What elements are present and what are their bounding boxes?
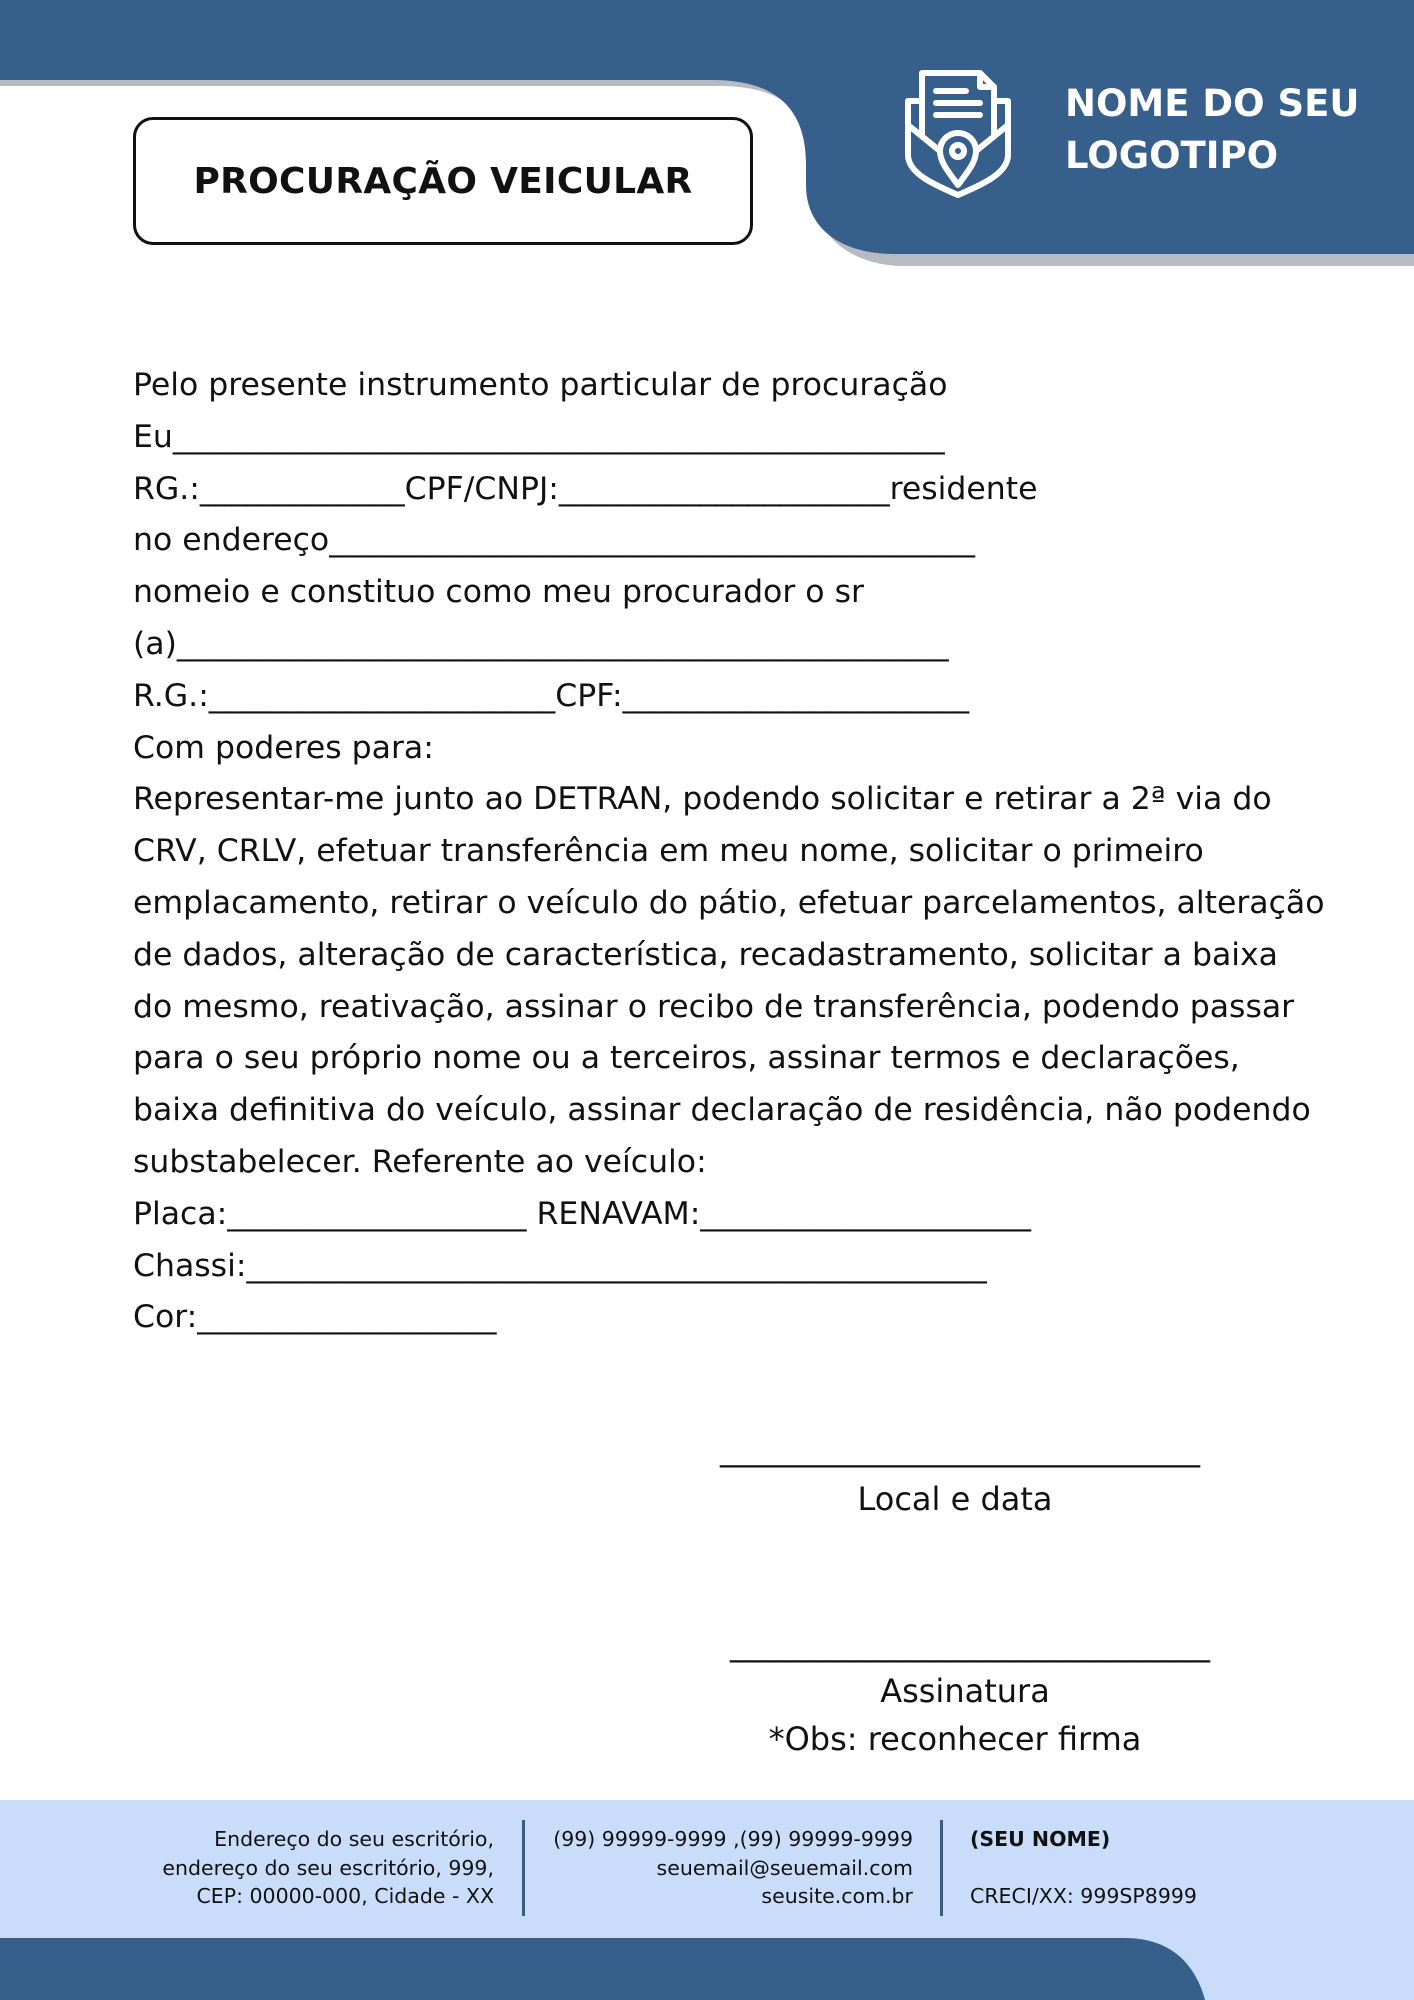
body-line: Cor:___________________ [133, 1299, 497, 1336]
agent-creci: CRECI/XX: 999SP8999 [970, 1884, 1197, 1908]
footer-band-overlay [0, 1938, 1414, 2000]
body-line: de dados, alteração de característica, recadastramento, solicitar a baixa [133, 936, 1278, 973]
logo-line-2: LOGOTIPO [1065, 134, 1279, 177]
body-line: emplacamento, retirar o veículo do pátio, efetuar parcelamentos, alteração [133, 884, 1325, 921]
body-line: nomeio e constituo como meu procurador o sr [133, 574, 864, 611]
body-line: do mesmo, reativação, assinar o recibo de transferência, podendo passar [133, 988, 1295, 1025]
phone-numbers: (99) 99999-9999 ,(99) 99999-9999 [553, 1827, 913, 1851]
document-title-box [133, 117, 753, 245]
address-line: Endereço do seu escritório, [214, 1827, 494, 1851]
address-line: endereço do seu escritório, 999, [162, 1855, 494, 1880]
body-line: baixa definitiva do veículo, assinar declaração de residência, não podendo [133, 1092, 1311, 1129]
document-body [133, 360, 1325, 1344]
body-line: Placa:___________________ RENAVAM:_____________________ [133, 1195, 1032, 1232]
body-line: para o seu próprio nome ou a terceiros, assinar termos e declarações, [133, 1040, 1240, 1077]
body-line: substabelecer. Referente ao veículo: [133, 1143, 707, 1180]
body-line: Representar-me junto ao DETRAN, podendo solicitar e retirar a 2ª via do [133, 781, 1272, 818]
footer-address [100, 1825, 494, 1911]
body-line: Com poderes para: [133, 729, 434, 766]
signature-line: ______________________________ [730, 1625, 1210, 1663]
document-title: PROCURAÇÃO VEICULAR [193, 160, 693, 202]
footer-agent [970, 1825, 1270, 1911]
obs-note: *Obs: reconhecer firma [768, 1720, 1142, 1758]
footer-divider [522, 1820, 525, 1916]
body-line: (a)_________________________________________________ [133, 625, 949, 662]
logo-name [1065, 78, 1359, 182]
body-line: CRV, CRLV, efetuar transferência em meu nome, solicitar o primeiro [133, 833, 1204, 870]
address-line: CEP: 00000-000, Cidade - XX [196, 1884, 494, 1908]
agent-name: (SEU NOME) [970, 1827, 1111, 1851]
body-line: Chassi:_______________________________________________ [133, 1247, 987, 1284]
signature-label: Assinatura [880, 1672, 1050, 1710]
body-line: Pelo presente instrumento particular de procuração [133, 367, 948, 403]
body-line: RG.:_____________CPF/CNPJ:_____________________residente [133, 470, 1038, 507]
body-line: no endereço_________________________________________ [133, 522, 975, 559]
document-location-icon [900, 65, 1016, 200]
email-link[interactable]: seuemail@seuemail.com [656, 1855, 913, 1880]
footer-contact [540, 1825, 913, 1911]
website-link[interactable]: seusite.com.br [761, 1884, 913, 1908]
body-line: Eu_________________________________________________ [133, 418, 945, 455]
local-data-label: Local e data [857, 1480, 1053, 1518]
local-data-signature-line: ______________________________ [720, 1430, 1200, 1468]
footer-divider [940, 1820, 943, 1916]
body-line: R.G.:______________________CPF:______________________ [133, 677, 970, 714]
logo-line-1: NOME DO SEU [1065, 82, 1360, 125]
